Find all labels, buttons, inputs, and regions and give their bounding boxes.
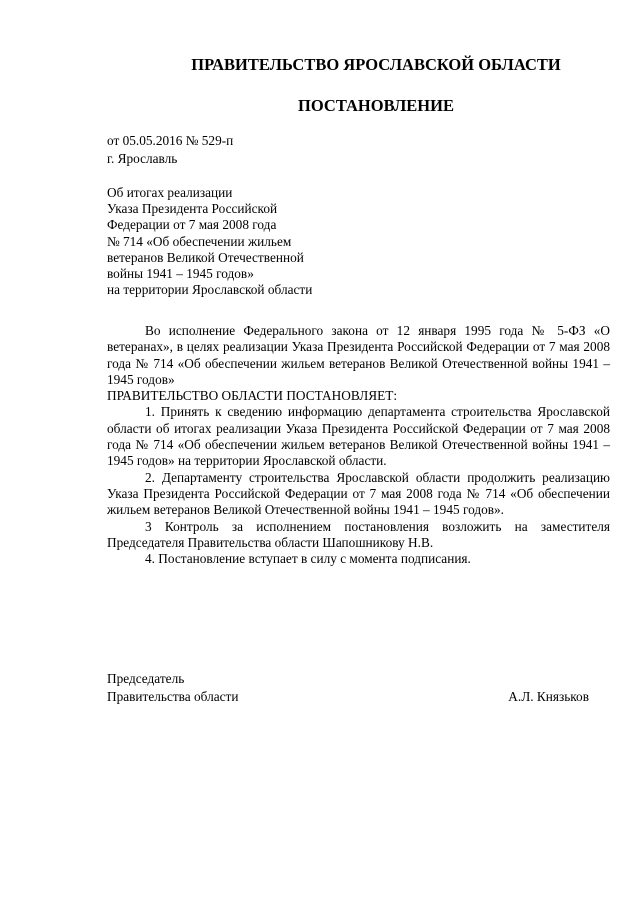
signature-block [107, 670, 589, 706]
subject-line: № 714 «Об обеспечении жильем [107, 233, 292, 249]
subject-line: Об итогах реализации [107, 185, 233, 200]
item-3-paragraph: 3 Контроль за исполнением постановления возложить на заместителя Председателя Правительства области Шапошникову Н.В. [107, 518, 610, 550]
subject-line: Федерации от 7 мая 2008 года [107, 217, 277, 233]
signatory-name: А.Л. Князьков [508, 689, 589, 704]
signature-row [107, 688, 589, 706]
signatory-title-line1: Председатель [107, 671, 185, 686]
document-type-heading: ПОСТАНОВЛЕНИЕ [298, 96, 454, 115]
resolves-line: ПРАВИТЕЛЬСТВО ОБЛАСТИ ПОСТАНОВЛЯЕТ: [107, 388, 398, 404]
subject-line: Указа Президента Российской [107, 201, 278, 217]
item-4-paragraph: 4. Постановление вступает в силу с момента подписания. [145, 551, 471, 567]
preamble-paragraph: Во исполнение Федерального закона от 12 января 1995 года № 5-ФЗ «О ветеранах», в целях реализации Указа Президента Российской Федерации от 7 мая 2008 года № 714 «Об обеспечении жильем ветеранов Великой Отечественной войны 1941 – 1945 годов» [107, 323, 610, 387]
organization-heading: ПРАВИТЕЛЬСТВО ЯРОСЛАВСКОЙ ОБЛАСТИ [191, 55, 561, 74]
subject-line: ветеранов Великой Отечественной [107, 249, 304, 265]
item-2-paragraph: 2. Департаменту строительства Ярославской области продолжить реализацию Указа Президента Российской Федерации от 7 мая 2008 года № 714 «Об обеспечении жильем ветеранов Великой Отечественной войны 1941 – 1945 годов». [107, 469, 610, 518]
date-number: от 05.05.2016 № 529-п [107, 133, 234, 148]
city: г. Ярославль [107, 151, 178, 166]
document-meta [107, 132, 233, 168]
subject-line: на территории Ярославской области [107, 282, 313, 298]
document-subject [107, 185, 312, 298]
document-body [107, 323, 610, 567]
signatory-title-line2: Правительства области [107, 689, 239, 704]
item-1-paragraph: 1. Принять к сведению информацию департамента строительства Ярославской области об итогах реализации Указа Президента Российской Федерации от 7 мая 2008 года № 714 «Об обеспечении жильем ветеранов Великой Отечественной войны 1941 – 1945 годов» на территории Ярославской области. [107, 404, 610, 469]
subject-line: войны 1941 – 1945 годов» [107, 266, 254, 282]
